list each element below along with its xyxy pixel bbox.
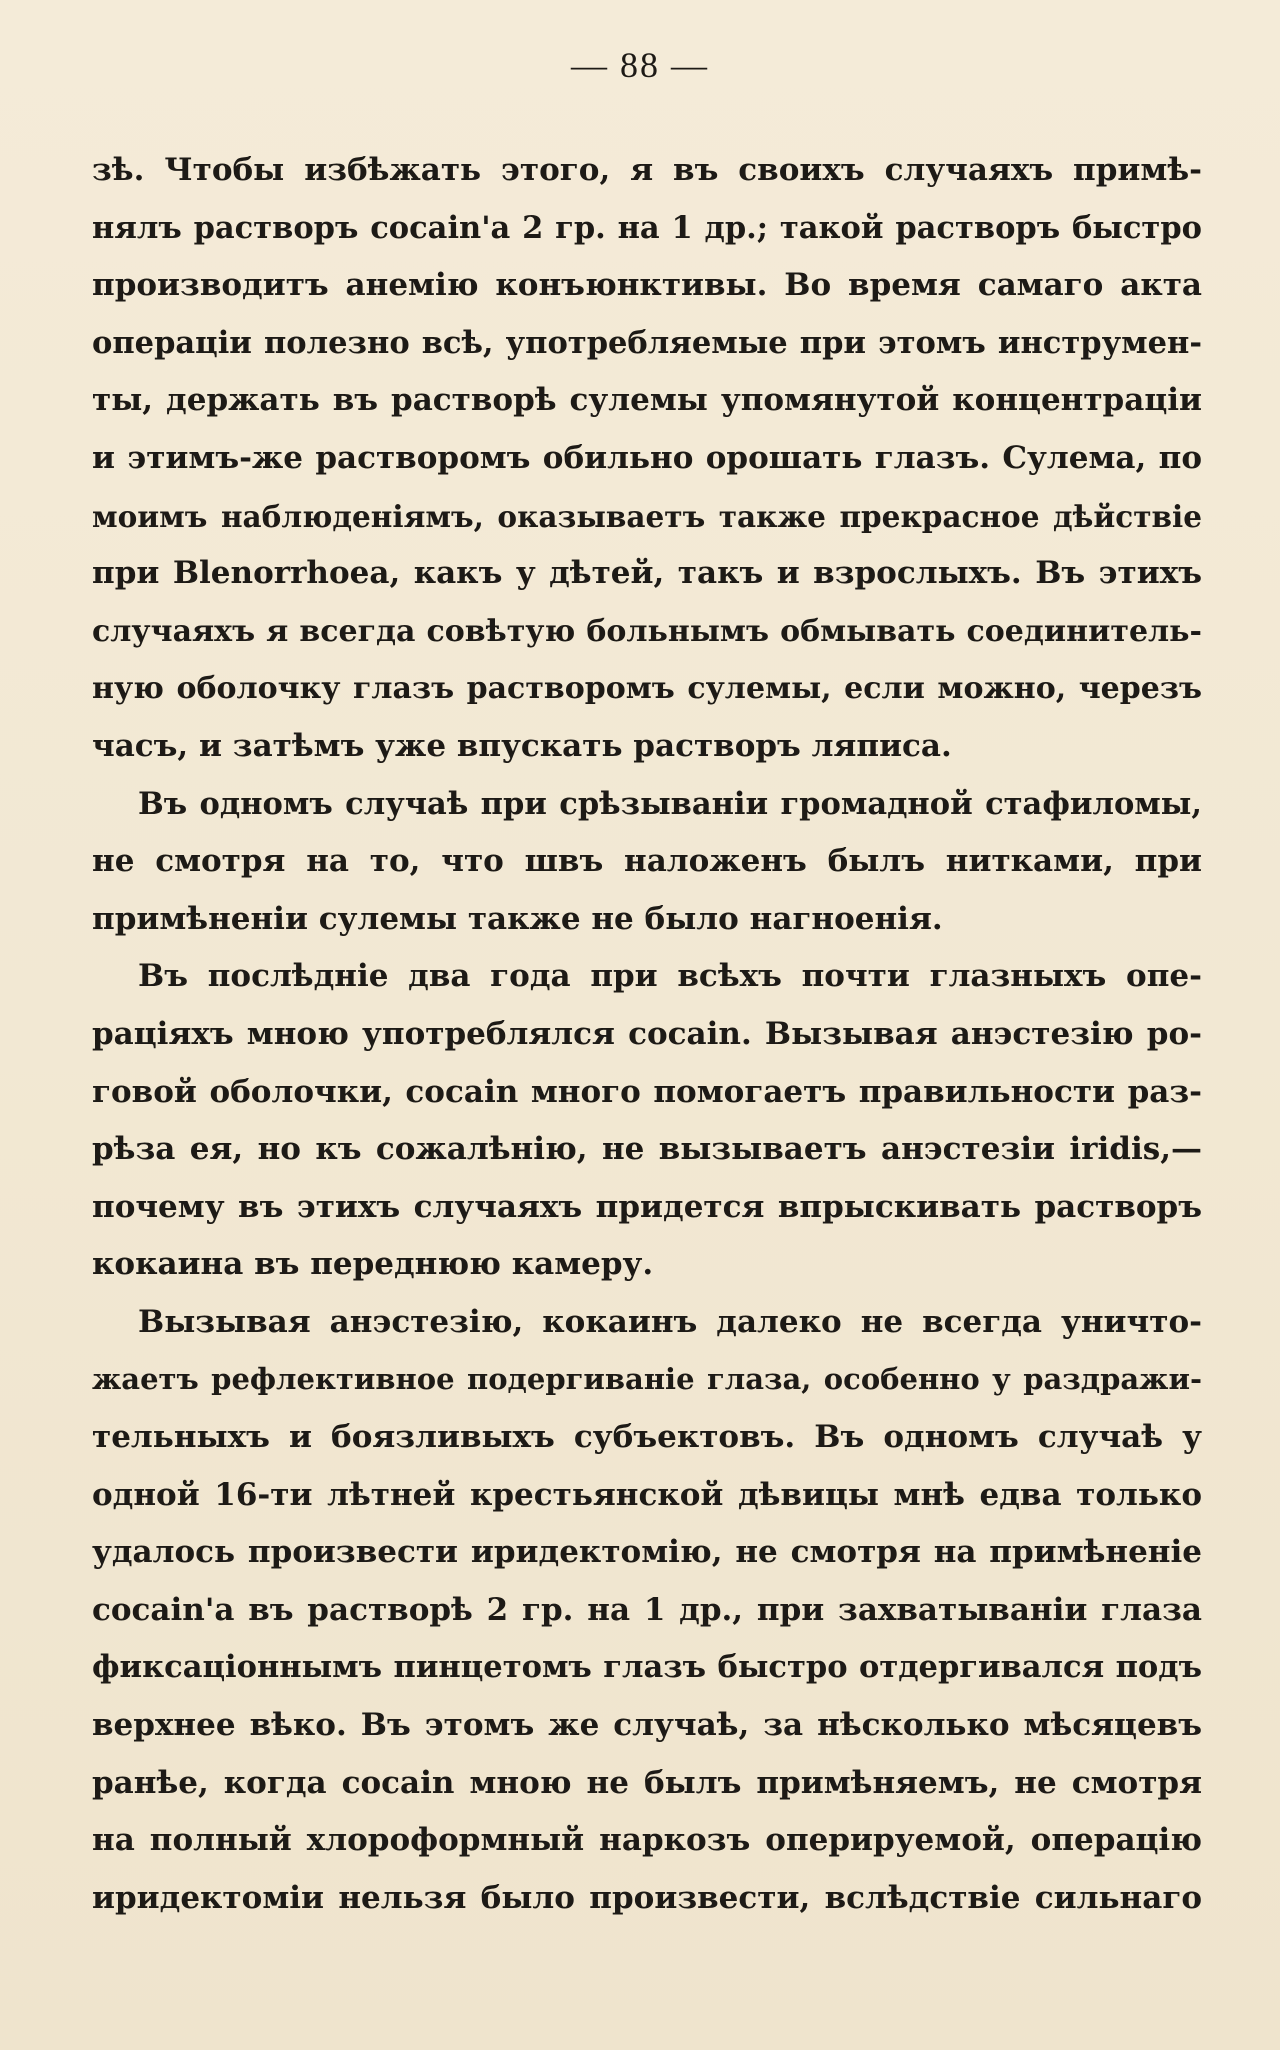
text-line: случаяхъ я всегда совѣтую больнымъ обмывать соединитель- bbox=[92, 613, 1202, 649]
text-line: Въ одномъ случаѣ при срѣзываніи громадной стафиломы, bbox=[138, 785, 1202, 822]
text-line: ты, держать въ растворѣ сулемы упомянутой концентраціи bbox=[92, 382, 1202, 419]
text-line: кокаина въ переднюю камеру. bbox=[92, 1246, 654, 1283]
text-line: операціи полезно всѣ, употребляемые при этомъ инструмен- bbox=[92, 324, 1202, 361]
text-line: фиксаціоннымъ пинцетомъ глазъ быстро отдергивался подъ bbox=[92, 1649, 1202, 1686]
text-line: удалось произвести иридектомію, не смотря на примѣненіе bbox=[92, 1534, 1202, 1571]
text-line: рѣза ея, но къ сожалѣнію, не вызываетъ анэстезіи iridis,— bbox=[92, 1131, 1202, 1168]
text-line: Вызывая анэстезію, кокаинъ далеко не всегда уничто- bbox=[138, 1303, 1202, 1340]
text-line: на полный хлороформный наркозъ оперируемой, операцію bbox=[92, 1822, 1202, 1859]
text-line: Въ послѣдніе два года при всѣхъ почти глазныхъ опе- bbox=[138, 958, 1202, 995]
text-line: моимъ наблюденіямъ, оказываетъ также прекрасное дѣйствіе bbox=[92, 498, 1202, 534]
text-line: нялъ растворъ cocain'a 2 гр. на 1 др.; такой растворъ быстро bbox=[92, 209, 1202, 246]
text-line: ранѣе, когда cocain мною не былъ примѣняемъ, не смотря bbox=[92, 1764, 1202, 1801]
page-number: — 88 — bbox=[571, 45, 709, 85]
text-line: одной 16-ти лѣтней крестьянской дѣвицы мнѣ едва только bbox=[92, 1476, 1202, 1513]
text-line: при Blenorrhoea, какъ у дѣтей, такъ и взрослыхъ. Въ этихъ bbox=[92, 555, 1202, 592]
text-line: cocain'a въ растворѣ 2 гр. на 1 др., при захватываніи глаза bbox=[92, 1591, 1202, 1628]
text-line: раціяхъ мною употреблялся cocain. Вызывая анэстезію ро- bbox=[92, 1015, 1202, 1052]
body-text bbox=[92, 142, 1202, 1927]
text-line: иридектоміи нельзя было произвести, вслѣдствіе сильнаго bbox=[92, 1879, 1202, 1916]
text-line: верхнее вѣко. Въ этомъ же случаѣ, за нѣсколько мѣсяцевъ bbox=[92, 1707, 1202, 1744]
text-line: не смотря на то, что швъ наложенъ былъ нитками, при bbox=[92, 843, 1202, 880]
text-line: жаетъ рефлективное подергиваніе глаза, особенно у раздражи- bbox=[92, 1362, 1202, 1397]
text-line: примѣненіи сулемы также не было нагноенія. bbox=[92, 900, 943, 937]
text-line: тельныхъ и боязливыхъ субъектовъ. Въ одномъ случаѣ у bbox=[92, 1419, 1202, 1456]
text-line: производитъ анемію конъюнктивы. Во время самаго акта bbox=[92, 267, 1202, 304]
text-line: почему въ этихъ случаяхъ придется впрыскивать растворъ bbox=[92, 1188, 1202, 1225]
text-line: зѣ. Чтобы избѣжать этого, я въ своихъ случаяхъ примѣ- bbox=[92, 152, 1202, 188]
text-line: часъ, и затѣмъ уже впускать растворъ ляписа. bbox=[92, 727, 952, 764]
text-line: говой оболочки, cocain много помогаетъ правильности раз- bbox=[92, 1073, 1202, 1110]
text-line: ную оболочку глазъ растворомъ сулемы, если можно, черезъ bbox=[92, 671, 1202, 707]
text-line: и этимъ-же растворомъ обильно орошать глазъ. Сулема, по bbox=[92, 439, 1202, 476]
